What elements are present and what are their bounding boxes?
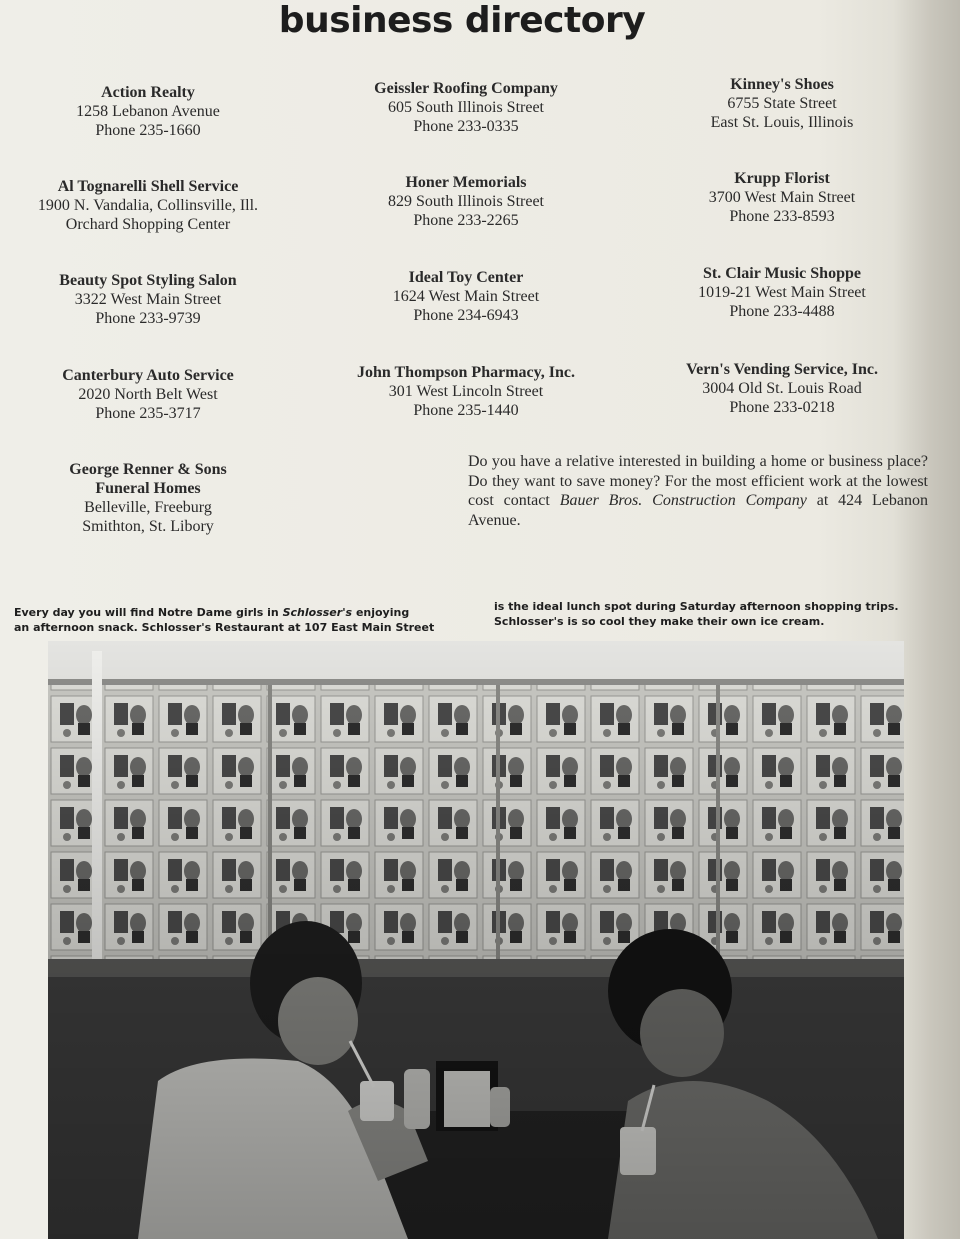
phone-line: Phone 233-9739 [95, 310, 201, 327]
directory-entry [0, 83, 296, 140]
directory-entry [316, 79, 616, 136]
address-line: 605 South Illinois Street [388, 99, 544, 116]
address-line: 3004 Old St. Louis Road [702, 380, 862, 397]
directory-entry [316, 268, 616, 325]
directory-entry [632, 169, 932, 226]
directory-entry [0, 460, 296, 536]
business-name: Kinney's Shoes [730, 76, 834, 93]
address-line: 1019-21 West Main Street [698, 284, 866, 301]
address-line: 829 South Illinois Street [388, 193, 544, 210]
directory-entry [632, 360, 932, 417]
construction-ad-paragraph [468, 452, 928, 530]
phone-line: Phone 234-6943 [413, 307, 519, 324]
address-line: Belleville, Freeburg [84, 499, 212, 516]
business-name: Al Tognarelli Shell Service [57, 178, 239, 195]
business-name: Krupp Florist [734, 170, 830, 187]
directory-entry [316, 363, 616, 420]
phone-line: Phone 233-0335 [413, 118, 519, 135]
business-name: John Thompson Pharmacy, Inc. [357, 364, 575, 381]
address-line: 1900 N. Vandalia, Collinsville, Ill. [37, 197, 259, 214]
address-line: 301 West Lincoln Street [388, 383, 544, 400]
phone-line: Phone 235-1660 [95, 122, 201, 139]
directory-entry [0, 271, 296, 328]
address-line: 1258 Lebanon Avenue [76, 103, 220, 120]
business-name: Canterbury Auto Service [62, 367, 234, 384]
address-line: Smithton, St. Libory [82, 518, 214, 535]
business-name: Ideal Toy Center [408, 269, 524, 286]
address-line: 3322 West Main Street [74, 291, 222, 308]
phone-line: Phone 233-4488 [729, 303, 835, 320]
address-line: 1624 West Main Street [392, 288, 540, 305]
address-line: Orchard Shopping Center [65, 216, 231, 233]
photo-caption-right: is the ideal lunch spot during Saturday afternoon shopping trips. Schlosser's is so cool they make their own ice cream. [494, 600, 899, 628]
business-name: Geissler Roofing Company [374, 80, 558, 97]
business-name: Beauty Spot Styling Salon [59, 272, 237, 289]
phone-line: Phone 235-1440 [413, 402, 519, 419]
ad-text-before: Do you have a relative interested in building a home or business place? Do they want to save money? For the most efficient work at the lowest cost contact [468, 453, 928, 509]
page-title: business directory [278, 0, 646, 41]
business-name: Honer Memorials [405, 174, 527, 191]
directory-entry [632, 75, 932, 132]
phone-line: Phone 235-3717 [95, 405, 201, 422]
business-name: St. Clair Music Shoppe [703, 265, 861, 282]
phone-line: Phone 233-8593 [729, 208, 835, 225]
address-line: 6755 State Street [727, 95, 837, 112]
directory-entry [632, 264, 932, 321]
directory-entry [0, 177, 296, 234]
directory-entry [316, 173, 616, 230]
phone-line: Phone 233-0218 [729, 399, 835, 416]
business-name: George Renner & Sons Funeral Homes [69, 461, 227, 497]
phone-line: Phone 233-2265 [413, 212, 519, 229]
address-line: 2020 North Belt West [78, 386, 218, 403]
address-line: East St. Louis, Illinois [710, 114, 854, 131]
photo-caption-left: Every day you will find Notre Dame girls in Schlosser's enjoying an afternoon snack. Schlosser's Restaurant at 107 East Main Street [14, 606, 435, 634]
business-name: Action Realty [101, 84, 195, 101]
business-name: Vern's Vending Service, Inc. [686, 361, 878, 378]
address-line: 3700 West Main Street [708, 189, 856, 206]
restaurant-photo [48, 641, 904, 1239]
ad-text-after: at 424 Lebanon Avenue. [468, 492, 928, 529]
directory-entry [0, 366, 296, 423]
ad-company-name: Bauer Bros. Construction Company [559, 492, 807, 509]
